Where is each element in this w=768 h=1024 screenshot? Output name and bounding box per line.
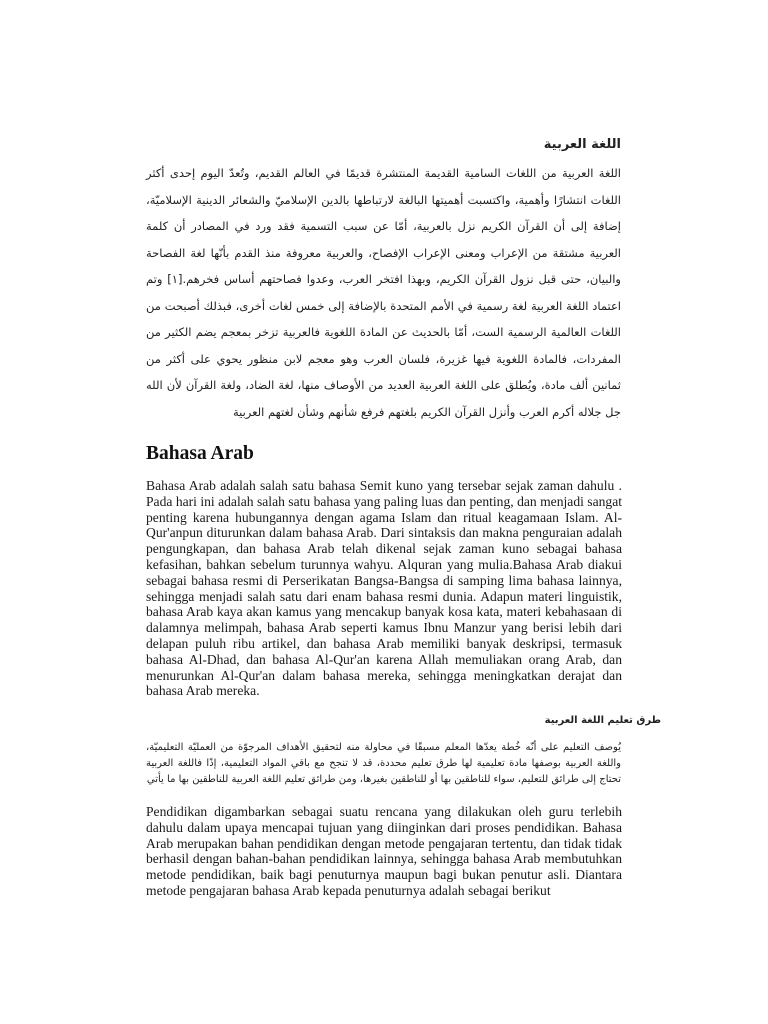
arabic-methods-heading: طرق تعليم اللغة العربية [544,715,661,726]
indonesian-paragraph: Bahasa Arab adalah salah satu bahasa Semit kuno yang tersebar sejak zaman dahulu . Pada hari ini adalah salah satu bahasa yang paling luas dan penting, dan menjadi sangat penting karena hubungannya dengan agama Islam dan ritual keagamaan Islam. Al-Qur'anpun diturunkan dalam bahasa Arab. Dari sintaksis dan makna penguraian adalah pengungkapan, dan bahasa Arab telah dikenal sejak zaman kuno sebagai bahasa kefasihan, bahkan sebelum turunnya wahyu. Alquran yang mulia.Bahasa Arab diakui sebagai bahasa resmi di Perserikatan Bangsa-Bangsa di samping lima bahasa lainnya, sehingga menjadi salah satu dari enam bahasa resmi dunia. Adapun materi linguistik, bahasa Arab kaya akan kamus yang mencakup banyak kosa kata, materi kebahasaan di dalamnya melimpah, bahasa Arab seperti kamus Ibnu Manzur yang berisi lebih dari delapan puluh ribu artikel, dan bahasa Arab memiliki banyak deskripsi, termasuk bahasa Al-Dhad, dan bahasa Al-Qur'an karena Allah memuliakan orang Arab, dan menurunkan Al-Qur'an dalam bahasa mereka, sehingga meningkatkan derajat dan bahasa Arab mereka. [146,478,623,699]
indonesian-methods-paragraph: Pendidikan digambarkan sebagai suatu rencana yang dilakukan oleh guru terlebih dahulu dalam upaya mencapai tujuan yang diinginkan dari proses pendidikan. Bahasa Arab merupakan bahan pendidikan dengan metode pengajaran tertentu, dan tidak tidak berhasil dengan bahan-bahan pendidikan lainnya, sehingga bahasa Arab membutuhkan metode pendidikan, baik bagi penuturnya maupun bagi bukan penutur asli. Diantara metode pengajaran bahasa Arab kepada penuturnya adalah sebagai berikut [146,804,622,898]
arabic-heading: اللغة العربية [543,137,621,152]
arabic-methods-paragraph: يُوصف التعليم على أنّه خُطة يعدّها المعلم مسبقًا في محاولة منه لتحقيق الأهداف المرجوّة من العمليّة التعليميّة، واللغة العربية بوصفها مادة تعليمية لها طرق تعليم محددة، قد لا تنجح مع باقي المواد التعليمية، إذًا فاللغة العربية تحتاج إلى طرائق للتعليم، سواء للناطقين بها أو للناطقين بغيرها، ومن طرائق تعليم اللغة العربية للناطقين بها ما يأتي [146,742,621,785]
arabic-paragraph: اللغة العربية من اللغات السامية القديمة المنتشرة قديمًا في العالم القديم، وتُعدّ اليوم إحدى أكثر اللغات انتشارًا وأهمية، واكتسبت أهميتها البالغة لارتباطها بالدين الإسلاميّ والشعائر الدينية الإسلاميّة، إضافة إلى أن القرآن الكريم نزل بالعربية، أمّا عن سبب التسمية فقد ورد في المصادر أن كلمة العربية مشتقة من الإعراب ومعنى الإعراب الإفصاح، والعربية معروفة منذ القدم بأنّها لغة الفصاحة والبيان، حتى قبل نزول القرآن الكريم، وبهذا افتخر العرب، وعدوا فصاحتهم أساس فخرهم.[١] وتم اعتماد اللغة العربية لغة رسمية في الأمم المتحدة بالإضافة إلى خمس لغات أخرى، فبذلك أصبحت من اللغات العالمية الرسمية الست، أمّا بالحديث عن المادة اللغوية فالعربية تزخر بمعجم يضم الكثير من المفردات، فالمادة اللغوية فيها غزيرة، فلسان العرب وهو معجم لابن منظور يحوي على أكثر من ثمانين ألف مادة، ويُطلق على اللغة العربية العديد من الأوصاف منها، لغة الضاد، ولغة القرآن لأن الله جل جلاله أكرم العرب وأنزل القرآن الكريم بلغتهم فرفع شأنهم وشأن لغتهم العربية [146,166,621,419]
indonesian-heading: Bahasa Arab [146,443,254,464]
